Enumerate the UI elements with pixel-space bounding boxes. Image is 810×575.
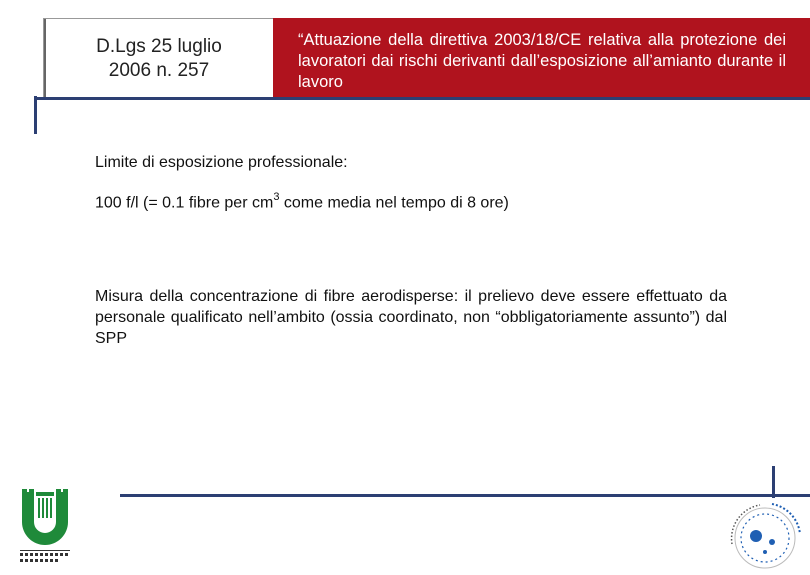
- top-horizontal-rule: [34, 97, 810, 100]
- limit-value: [95, 192, 509, 212]
- title-box: [43, 18, 275, 100]
- university-logo: [18, 486, 72, 566]
- limit-value-exponent: 3: [273, 191, 280, 203]
- top-vertical-rule: [34, 96, 37, 134]
- limit-value-part1: 100 f/l (= 0.1 fibre per cm: [95, 194, 274, 212]
- bottom-horizontal-rule: [120, 494, 810, 497]
- limit-value-part2: come media nel tempo di 8 ore): [279, 194, 509, 212]
- measure-paragraph: Misura della concentrazione di fibre aerodisperse: il prelievo deve essere effettuato da personale qualificato nell’ambito (ossia coordinato, non “obbligatoriamente assunto”) dal SPP: [95, 288, 727, 347]
- institute-seal-logo: [720, 496, 810, 570]
- institute-seal-icon: [720, 496, 810, 570]
- university-logo-icon: [18, 486, 72, 566]
- title-line-1: D.Lgs 25 luglio: [96, 36, 222, 57]
- banner-text: “Attuazione della direttiva 2003/18/CE relativa alla protezione dei lavoratori dai rischi derivanti dall’esposizione all’amianto durante il lavoro: [298, 31, 786, 91]
- title-box-text: [44, 19, 274, 99]
- limit-label: Limite di esposizione professionale:: [95, 154, 348, 171]
- title-line-2: 2006 n. 257: [108, 60, 210, 81]
